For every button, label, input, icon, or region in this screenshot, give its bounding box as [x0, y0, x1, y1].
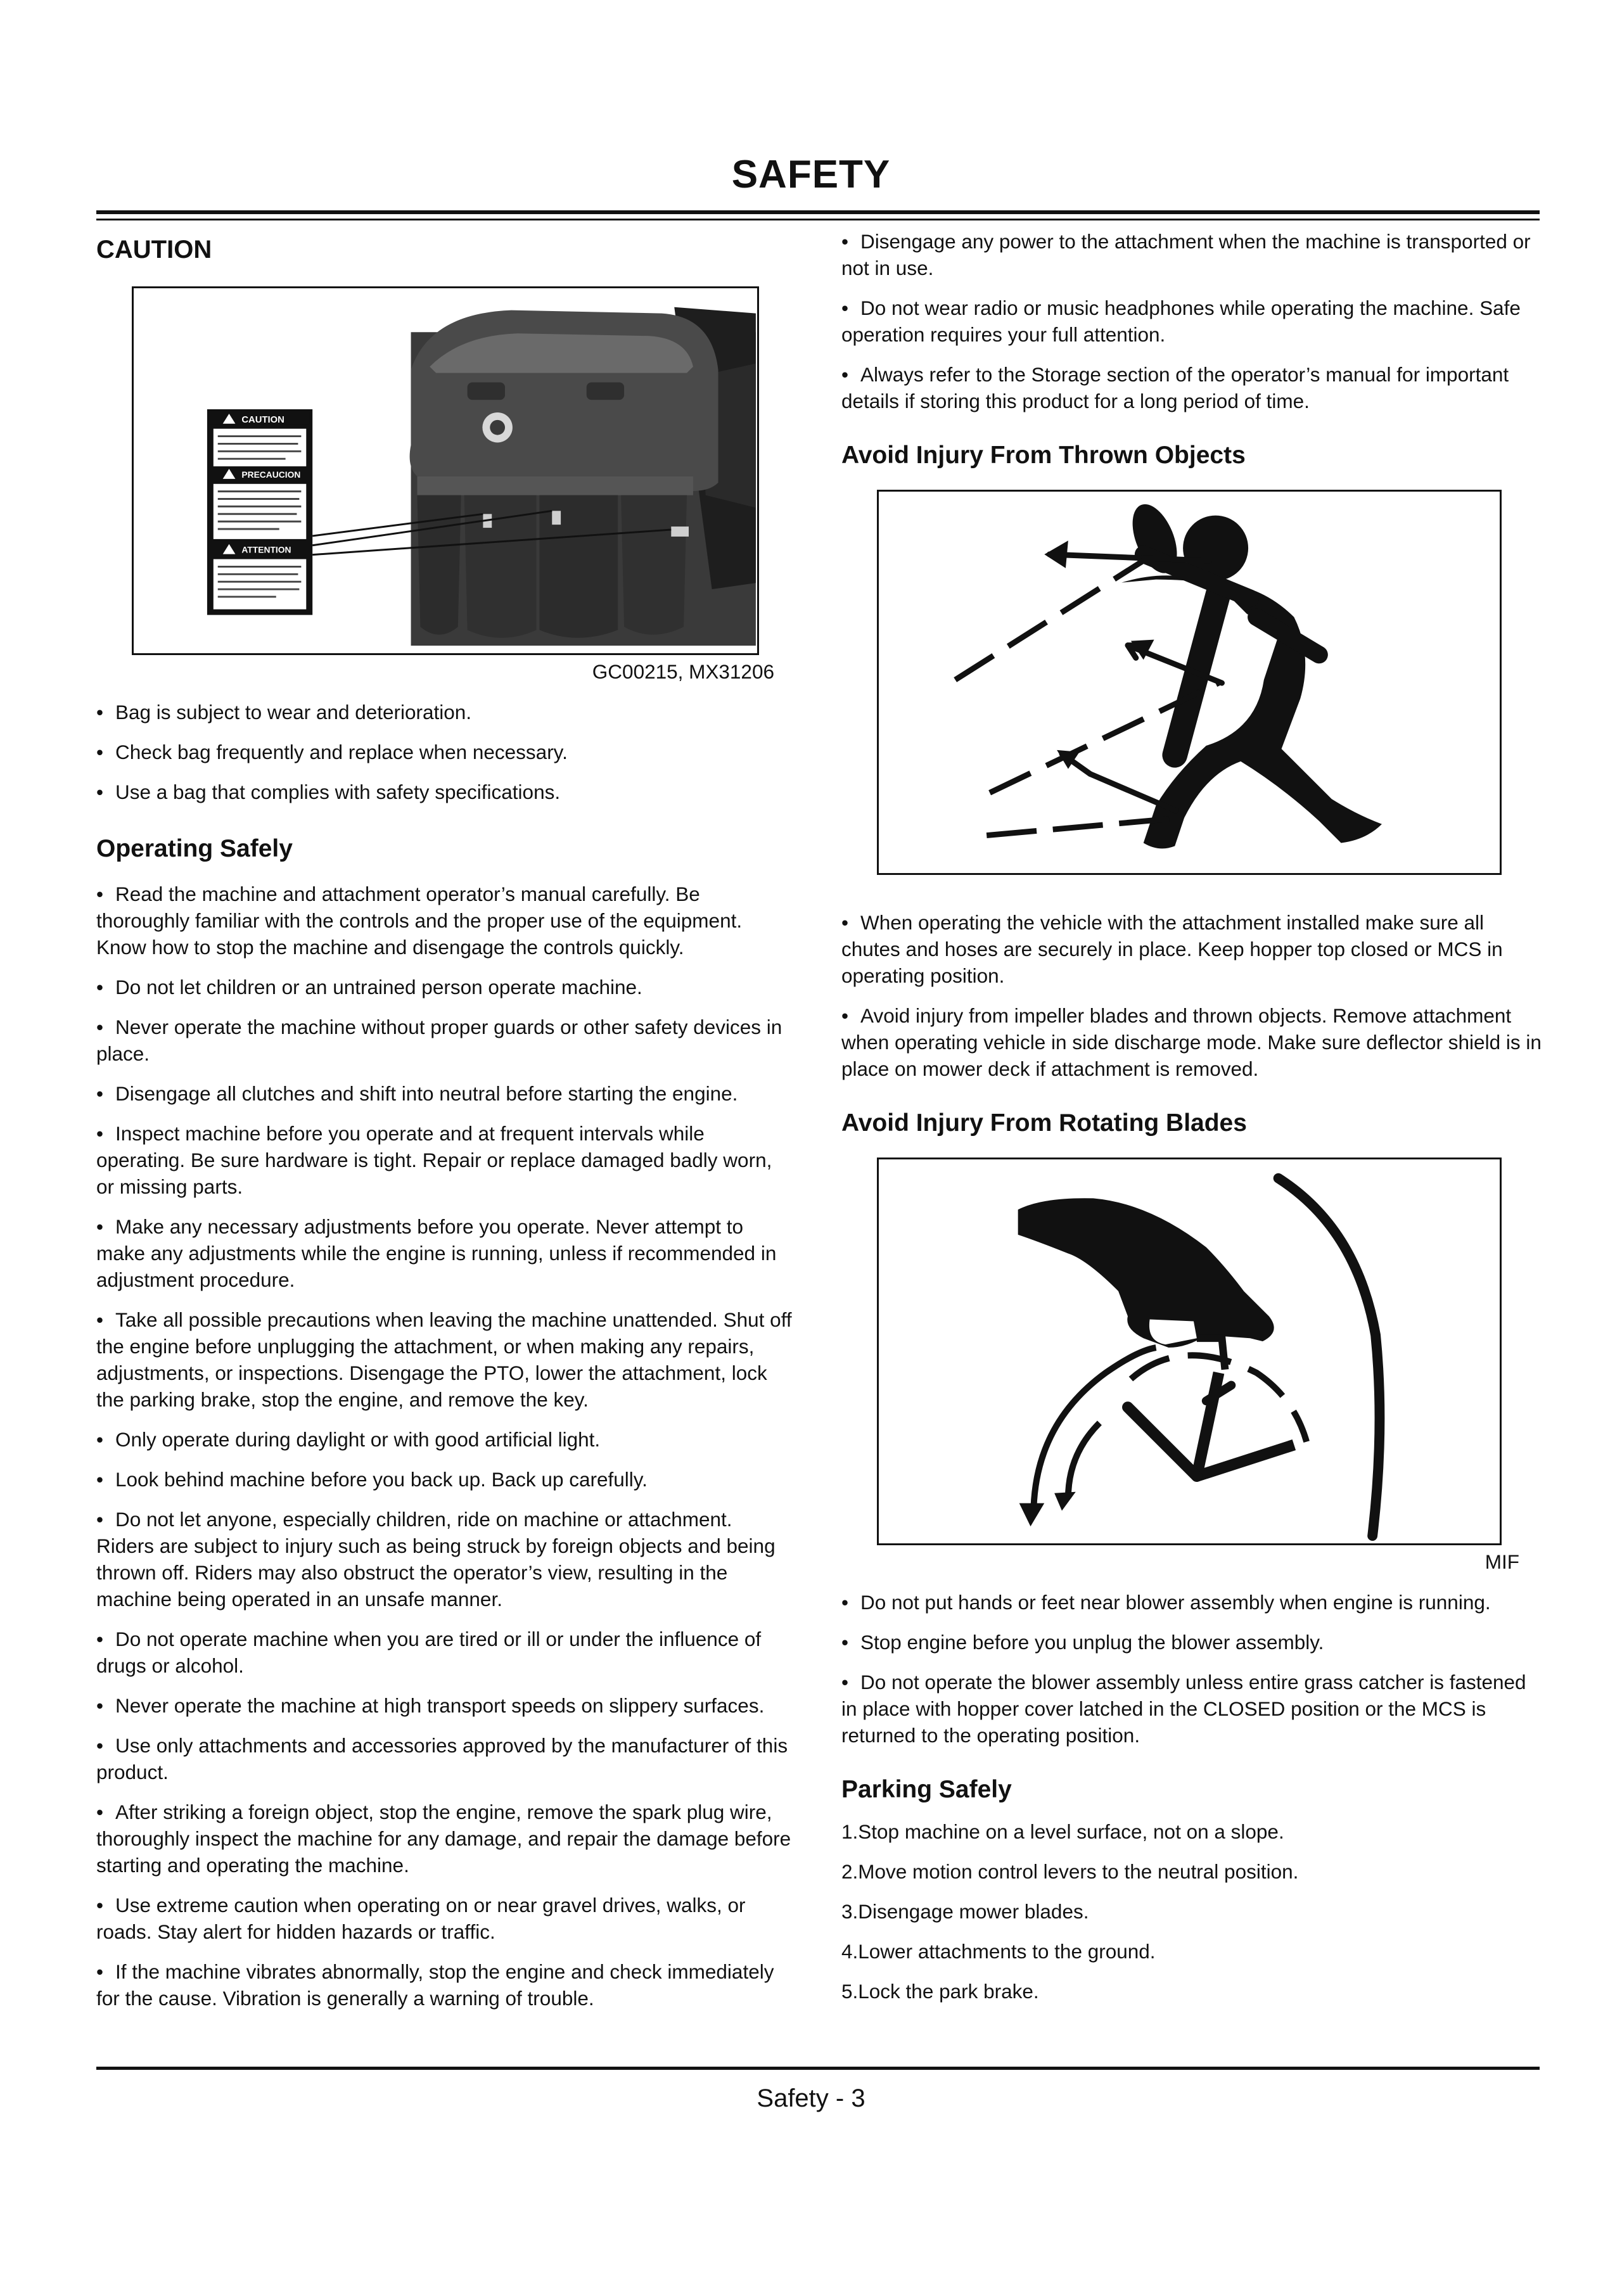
- blades-figure-caption: MIF: [1485, 1550, 1519, 1573]
- operating-bullet: • Disengage all clutches and shift into neutral before starting the engine.: [96, 1080, 793, 1107]
- page-title: SAFETY: [731, 153, 891, 196]
- parking-safely-heading: Parking Safely: [841, 1775, 1012, 1803]
- blades-bullet: • Stop engine before you unplug the blower assembly.: [841, 1629, 1545, 1655]
- rotating-blades-pictogram: [879, 1159, 1500, 1543]
- caution-figure-caption: GC00215, MX31206: [592, 660, 774, 683]
- thrown-objects-figure: [877, 490, 1502, 875]
- parking-step: 4.Lower attachments to the ground.: [841, 1940, 1156, 1963]
- operating-bullet: • Only operate during daylight or with good artificial light.: [96, 1426, 793, 1453]
- operating-bullet: • Do not operate machine when you are tired or ill or under the influence of drugs or alcohol.: [96, 1626, 793, 1679]
- blades-bullet: • Do not put hands or feet near blower assembly when engine is running.: [841, 1589, 1545, 1616]
- thrown-bullet: • When operating the vehicle with the attachment installed make sure all chutes and hoses are securely in place. Keep hopper top closed or MCS in operating position.: [841, 909, 1545, 989]
- rotating-blades-heading: Avoid Injury From Rotating Blades: [841, 1109, 1247, 1137]
- footer-rule: [96, 2067, 1540, 2070]
- operating-bullet: • Make any necessary adjustments before you operate. Never attempt to make any adjustments while the engine is running, unless if recommended in adjustment procedure.: [96, 1213, 793, 1293]
- thrown-objects-heading: Avoid Injury From Thrown Objects: [841, 442, 1246, 469]
- blades-bullet: • Do not operate the blower assembly unless entire grass catcher is fastened in place with hopper cover latched in the CLOSED position or the MCS is returned to the operating position.: [841, 1669, 1545, 1749]
- bagger-photo-illustration: [134, 288, 757, 653]
- parking-step: 5.Lock the park brake.: [841, 1980, 1039, 2003]
- parking-step: 1.Stop machine on a level surface, not on a slope.: [841, 1820, 1284, 1844]
- caution-heading: CAUTION: [96, 236, 212, 264]
- operating-bullet: • Do not let children or an untrained person operate machine.: [96, 974, 793, 1000]
- bagger-photo: [132, 286, 759, 655]
- operating-bullet: • Never operate the machine at high transport speeds on slippery surfaces.: [96, 1692, 793, 1719]
- caution-bullet: • Check bag frequently and replace when necessary.: [96, 739, 793, 765]
- general-bullet: • Disengage any power to the attachment when the machine is transported or not in use.: [841, 228, 1545, 281]
- general-bullet: • Do not wear radio or music headphones while operating the machine. Safe operation requires your full attention.: [841, 295, 1545, 348]
- operating-bullet: • Inspect machine before you operate and at frequent intervals while operating. Be sure hardware is tight. Repair or replace damaged badly worn, or missing parts.: [96, 1120, 793, 1200]
- label-caution-text: CAUTION: [241, 414, 284, 425]
- operating-bullet: • Use extreme caution when operating on or near gravel drives, walks, or roads. Stay alert for hidden hazards or traffic.: [96, 1892, 793, 1945]
- operating-bullet: • If the machine vibrates abnormally, stop the engine and check immediately for the cause. Vibration is generally a warning of trouble.: [96, 1958, 793, 2012]
- caution-bullet: • Bag is subject to wear and deterioration.: [96, 699, 793, 725]
- operating-bullet: • Do not let anyone, especially children, ride on machine or attachment. Riders are subject to injury such as being struck by foreign objects and being thrown off. Riders may also obstruct the operator’s view, resulting in the machine being operated in an unsafe manner.: [96, 1506, 793, 1612]
- general-bullet: • Always refer to the Storage section of the operator’s manual for important details if storing this product for a long period of time.: [841, 361, 1545, 414]
- parking-step: 2.Move motion control levers to the neutral position.: [841, 1860, 1299, 1884]
- thrown-bullet: • Avoid injury from impeller blades and thrown objects. Remove attachment when operating vehicle in side discharge mode. Make sure deflector shield is in place on mower deck if attachment is removed.: [841, 1002, 1545, 1082]
- header-rule: [96, 210, 1540, 220]
- label-precaucion-text: PRECAUCION: [241, 469, 301, 480]
- left-column: [96, 228, 793, 2025]
- label-attention-text: ATTENTION: [241, 544, 291, 555]
- page-footer: Safety - 3: [757, 2084, 865, 2112]
- operating-safely-heading: Operating Safely: [96, 835, 293, 862]
- parking-step: 3.Disengage mower blades.: [841, 1900, 1089, 1923]
- caution-bullet: • Use a bag that complies with safety specifications.: [96, 779, 793, 805]
- operating-bullet: • Read the machine and attachment operator’s manual carefully. Be thoroughly familiar with the controls and the proper use of the equipment. Know how to stop the machine and disengage the controls quickly.: [96, 881, 793, 960]
- rotating-blades-figure: [877, 1158, 1502, 1545]
- operating-bullet: • Use only attachments and accessories approved by the manufacturer of this product.: [96, 1732, 793, 1785]
- operating-bullet: • Never operate the machine without proper guards or other safety devices in place.: [96, 1014, 793, 1067]
- operating-bullet: • Look behind machine before you back up. Back up carefully.: [96, 1466, 793, 1493]
- right-column: [841, 228, 1545, 2018]
- operating-bullet: • After striking a foreign object, stop the engine, remove the spark plug wire, thoroughly inspect the machine for any damage, and repair the damage before starting and operating the machine.: [96, 1799, 793, 1878]
- operating-bullet: • Take all possible precautions when leaving the machine unattended. Shut off the engine before unplugging the attachment, or when making any repairs, adjustments, or inspections. Disengage the PTO, lower the attachment, lock the parking brake, stop the engine, and remove the key.: [96, 1306, 793, 1413]
- thrown-objects-pictogram: [879, 492, 1500, 873]
